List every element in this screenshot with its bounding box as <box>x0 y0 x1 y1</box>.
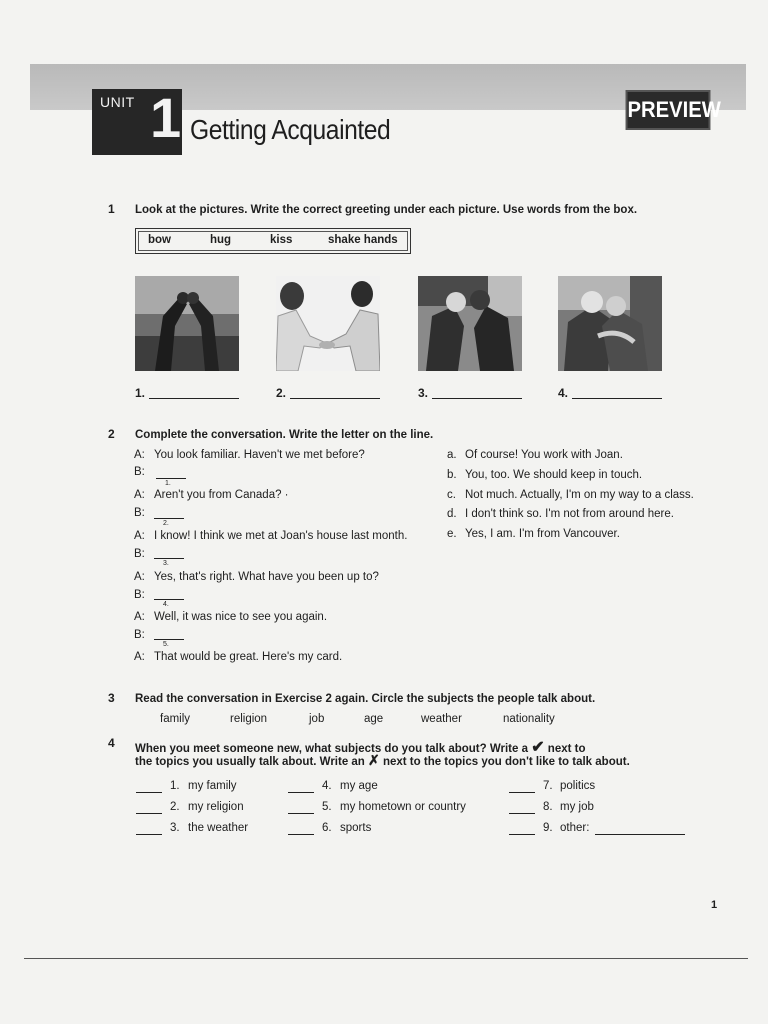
instruction-text: the topics you usually talk about. Write an <box>135 756 365 768</box>
photo-bowing <box>135 276 239 371</box>
blank-number: 1. <box>165 480 171 487</box>
topic-label: my religion <box>188 801 244 813</box>
subject-word[interactable]: weather <box>421 713 462 725</box>
speaker: A: <box>134 489 145 501</box>
subject-word[interactable]: age <box>364 713 384 725</box>
topic-number: 3. <box>170 822 180 834</box>
exercise-1-number: 1 <box>108 202 115 216</box>
topic-label: my hometown or country <box>340 801 466 813</box>
speaker: A: <box>134 651 145 663</box>
topic-check-line[interactable] <box>509 792 535 793</box>
topic-label: other: <box>560 822 590 834</box>
word-box <box>135 228 411 254</box>
subject-word[interactable]: family <box>160 713 191 725</box>
dialogue-line: That would be great. Here's my card. <box>154 651 343 663</box>
dialogue-line: Aren't you from Canada? · <box>154 489 289 501</box>
instruction-text: next to the topics you don't like to talk about. <box>382 756 630 768</box>
speaker: A: <box>134 449 145 461</box>
topic-label: my age <box>340 780 378 792</box>
answer-choice: Not much. Actually, I'm on my way to a class. <box>465 489 694 501</box>
topic-number: 9. <box>543 822 553 834</box>
word-box-item: hug <box>210 234 232 246</box>
topic-number: 1. <box>170 780 180 792</box>
topic-check-line[interactable] <box>288 792 314 793</box>
answer-letter: c. <box>447 489 456 501</box>
speaker: B: <box>134 548 145 560</box>
topic-number: 2. <box>170 801 180 813</box>
subject-word[interactable]: nationality <box>503 713 555 725</box>
answer-line[interactable] <box>290 398 380 399</box>
unit-title: Getting Acquainted <box>190 114 391 145</box>
topic-label: my job <box>560 801 594 813</box>
speaker: B: <box>134 466 145 478</box>
speaker: A: <box>134 571 145 583</box>
speaker: B: <box>134 629 145 641</box>
blank-label: 3. <box>418 386 429 400</box>
topic-label: politics <box>560 780 596 792</box>
answer-letter: d. <box>447 508 457 520</box>
blank-label: 2. <box>276 386 287 400</box>
exercise-2-instruction: Complete the conversation. Write the letter on the line. <box>135 429 434 441</box>
unit-label: UNIT <box>100 94 135 110</box>
exercise-4-number: 4 <box>108 736 115 750</box>
word-box-item: bow <box>148 234 171 246</box>
dialogue-line: You look familiar. Haven't we met before? <box>154 449 365 461</box>
blank-number: 5. <box>163 641 169 648</box>
answer-letter: e. <box>447 528 457 540</box>
topic-number: 8. <box>543 801 553 813</box>
answer-choice: Of course! You work with Joan. <box>465 449 623 461</box>
topic-number: 4. <box>322 780 332 792</box>
topic-check-line[interactable] <box>136 792 162 793</box>
word-box-item: kiss <box>270 234 293 246</box>
page-number: 1 <box>711 899 718 911</box>
unit-block <box>92 86 182 155</box>
topic-number: 5. <box>322 801 332 813</box>
exercise-1-instruction: Look at the pictures. Write the correct greeting under each picture. Use words from the box. <box>135 204 638 216</box>
exercise-4-instruction-line-2 <box>135 752 630 769</box>
speaker: A: <box>134 530 145 542</box>
answer-choice: I don't think so. I'm not from around here. <box>465 508 674 520</box>
answer-letter: a. <box>447 449 457 461</box>
answer-line[interactable] <box>154 599 184 600</box>
photo-shaking-hands <box>276 276 380 371</box>
topic-label: my family <box>188 780 237 792</box>
instruction-text: next to <box>547 743 586 755</box>
answer-letter: b. <box>447 469 457 481</box>
preview-badge: PREVIEW <box>626 90 711 130</box>
topic-number: 6. <box>322 822 332 834</box>
subject-word[interactable]: job <box>309 713 325 725</box>
answer-line[interactable] <box>154 558 184 559</box>
blank-number: 2. <box>163 520 169 527</box>
topic-check-line[interactable] <box>509 834 535 835</box>
topic-label: the weather <box>188 822 249 834</box>
answer-line[interactable] <box>154 639 184 640</box>
check-mark-icon: ✔ <box>531 739 545 756</box>
photo-hugging <box>558 276 662 371</box>
exercise-2-number: 2 <box>108 427 115 441</box>
exercise-3-number: 3 <box>108 691 115 705</box>
dialogue-line: Yes, that's right. What have you been up to? <box>154 571 379 583</box>
blank-label: 4. <box>558 386 569 400</box>
speaker: B: <box>134 507 145 519</box>
topic-check-line[interactable] <box>136 834 162 835</box>
subject-word[interactable]: religion <box>230 713 268 725</box>
blank-number: 4. <box>163 601 169 608</box>
topic-number: 7. <box>543 780 553 792</box>
word-box-item: shake hands <box>328 234 398 246</box>
speaker: A: <box>134 611 145 623</box>
bottom-rule <box>24 958 748 959</box>
x-mark-icon: ✗ <box>368 752 380 768</box>
answer-line[interactable] <box>572 398 662 399</box>
answer-line[interactable] <box>154 518 184 519</box>
other-answer-line[interactable] <box>595 834 685 835</box>
blank-label: 1. <box>135 386 146 400</box>
dialogue-line: I know! I think we met at Joan's house last month. <box>154 530 408 542</box>
exercise-3-instruction: Read the conversation in Exercise 2 again. Circle the subjects the people talk about. <box>135 693 596 705</box>
dialogue-line: Well, it was nice to see you again. <box>154 611 328 623</box>
topic-check-line[interactable] <box>288 813 314 814</box>
answer-line[interactable] <box>149 398 239 399</box>
answer-choice: You, too. We should keep in touch. <box>465 469 643 481</box>
instruction-text: When you meet someone new, what subjects do you talk about? Write a <box>135 743 528 755</box>
speaker: B: <box>134 589 145 601</box>
topic-label: sports <box>340 822 372 834</box>
unit-number: 1 <box>150 86 182 149</box>
blank-number: 3. <box>163 560 169 567</box>
photo-kissing <box>418 276 522 371</box>
answer-choice: Yes, I am. I'm from Vancouver. <box>465 528 620 540</box>
topic-check-line[interactable] <box>136 813 162 814</box>
answer-line[interactable] <box>432 398 522 399</box>
topic-check-line[interactable] <box>509 813 535 814</box>
answer-line[interactable] <box>156 478 186 479</box>
topic-check-line[interactable] <box>288 834 314 835</box>
